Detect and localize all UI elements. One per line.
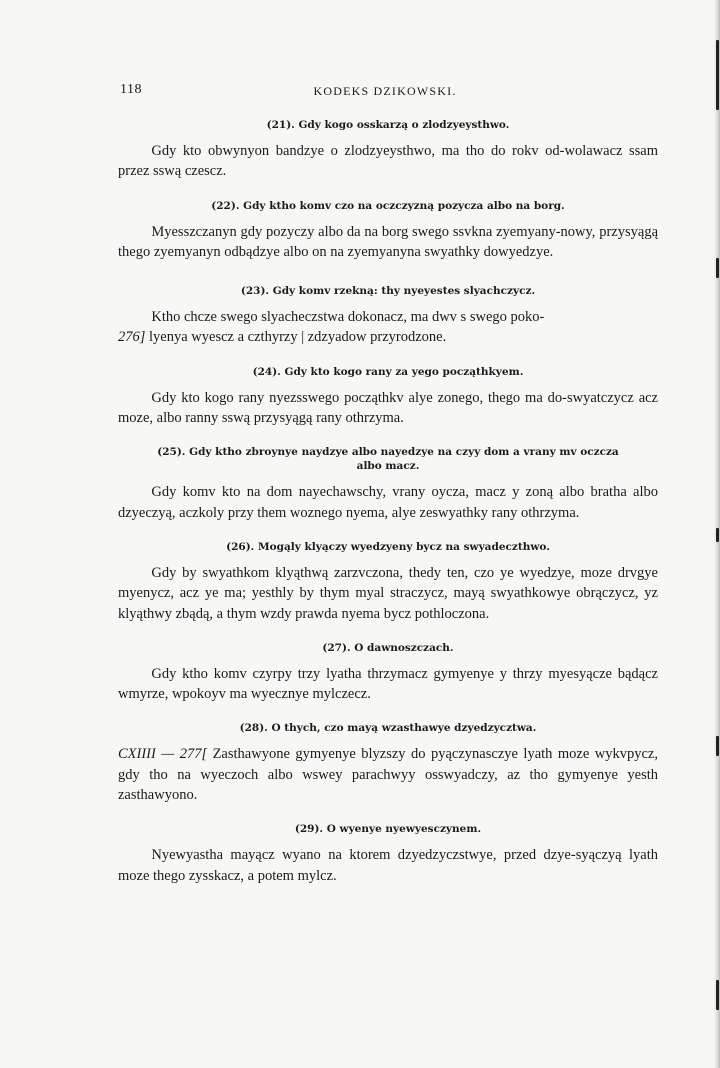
section-paragraph: Gdy kto kogo rany nyezsswego począthkv alye zonego, thego ma do-swyatczycz acz moze, albo ranny sswą przysyągą rany othrzyma. <box>118 389 658 427</box>
section-22 <box>118 199 658 263</box>
section-28 <box>118 721 658 805</box>
section-29 <box>118 822 658 886</box>
section-27 <box>118 641 658 705</box>
page-number: 118 <box>120 82 142 97</box>
section-23 <box>118 284 658 348</box>
edge-mark <box>716 258 719 278</box>
running-title: KODEKS DZIKOWSKI. <box>313 84 457 98</box>
section-paragraph: Gdy kto obwynyon bandzye o zlodzyeysthwo, ma tho do rokv od-wolawacz ssam przez sswą czescz. <box>118 143 658 180</box>
section-title: (21). Gdy kogo osskarzą o zlodzyeysthwo. <box>266 119 510 131</box>
section-paragraph: Gdy by swyathkom klyąthwą zarzvczona, thedy ten, czo ye wyedzye, moze drvgye myenycz, acz ye ma; yesthly by thym myal straczycz, mayą swyathkowye obrączycz, yz klyąthwy zbądą, a thym wzdy prawda nyema bycz pothloczona. <box>118 564 658 622</box>
section-25 <box>118 445 658 523</box>
document-body <box>118 118 658 903</box>
page-edge <box>714 0 720 1068</box>
section-title: (23). Gdy komv rzekną: thy nyeyestes slyachczycz. <box>240 285 536 298</box>
section-title: (25). Gdy ktho zbroynye naydzye albo nayedzye na czyy dom a vrany mv oczcza albo macz. <box>157 446 619 473</box>
continuation-text: lyenya wyescz a czthyrzy | zdzyadow przyrodzone. <box>149 329 447 346</box>
page-header <box>120 82 650 102</box>
section-paragraph <box>118 744 658 805</box>
section-24 <box>118 365 658 429</box>
section-title: (28). O thych, czo mayą wzasthawye dzyedzycztwa. <box>239 722 537 735</box>
section-paragraph: Ktho chcze swego slyacheczstwa dokonacz, ma dwv s swego poko- <box>151 309 545 326</box>
margin-reference: 276] <box>118 329 146 346</box>
section-title: (27). O dawnoszczach. <box>322 641 454 654</box>
section-paragraph: Gdy ktho komv czyrpy trzy lyatha thrzymacz gymyenye y thrzy myesyącze bądącz wmyrze, wpokoyv ma wyecznye mylczecz. <box>118 665 658 703</box>
section-paragraph: Nyewyastha mayącz wyano na ktorem dzyedzyczstwye, przed dzye-syączyą lyath moze thego zysskacz, a potem mylcz. <box>118 847 658 884</box>
section-paragraph: Gdy komv kto na dom nayechawschy, vrany oycza, macz y zoną albo bratha albo dzyeczyą, aczkoly przy them woznego nyema, alye zeswyathky rany othrzyma. <box>118 484 658 521</box>
margin-reference: CXIIII — 277[ <box>118 746 208 763</box>
section-paragraph: Myesszczanyn gdy pozyczy albo da na borg swego ssvkna zyemyany-nowy, przysyągą thego zyemyanyn odbądzye albo on na zyemyanyna swyathky dowyedzye. <box>118 223 658 260</box>
section-paragraph-continuation <box>118 327 658 347</box>
paragraph-text: Zasthawyone gymyenye blyzszy do pyączynasczye lyath moze wykvpycz, gdy tho na wyeczoch albo wswey parachwyy osswyadczy, az tho gymyenye yesth zasthawyono. <box>118 746 658 804</box>
section-title: (22). Gdy ktho komv czo na oczczyzną pozycza albo na borg. <box>211 199 565 212</box>
section-title: (29). O wyenye nyewyesczynem. <box>294 823 482 836</box>
section-21 <box>118 118 658 182</box>
section-26 <box>118 540 658 624</box>
edge-mark <box>716 528 719 542</box>
section-title: (24). Gdy kto kogo rany za yego począthkyem. <box>252 365 524 378</box>
section-title: (26). Mogąly klyączy wyedzyeny bycz na swyadeczthwo. <box>226 540 550 553</box>
edge-mark <box>716 736 719 756</box>
edge-mark <box>716 980 719 1010</box>
edge-mark <box>716 40 719 110</box>
